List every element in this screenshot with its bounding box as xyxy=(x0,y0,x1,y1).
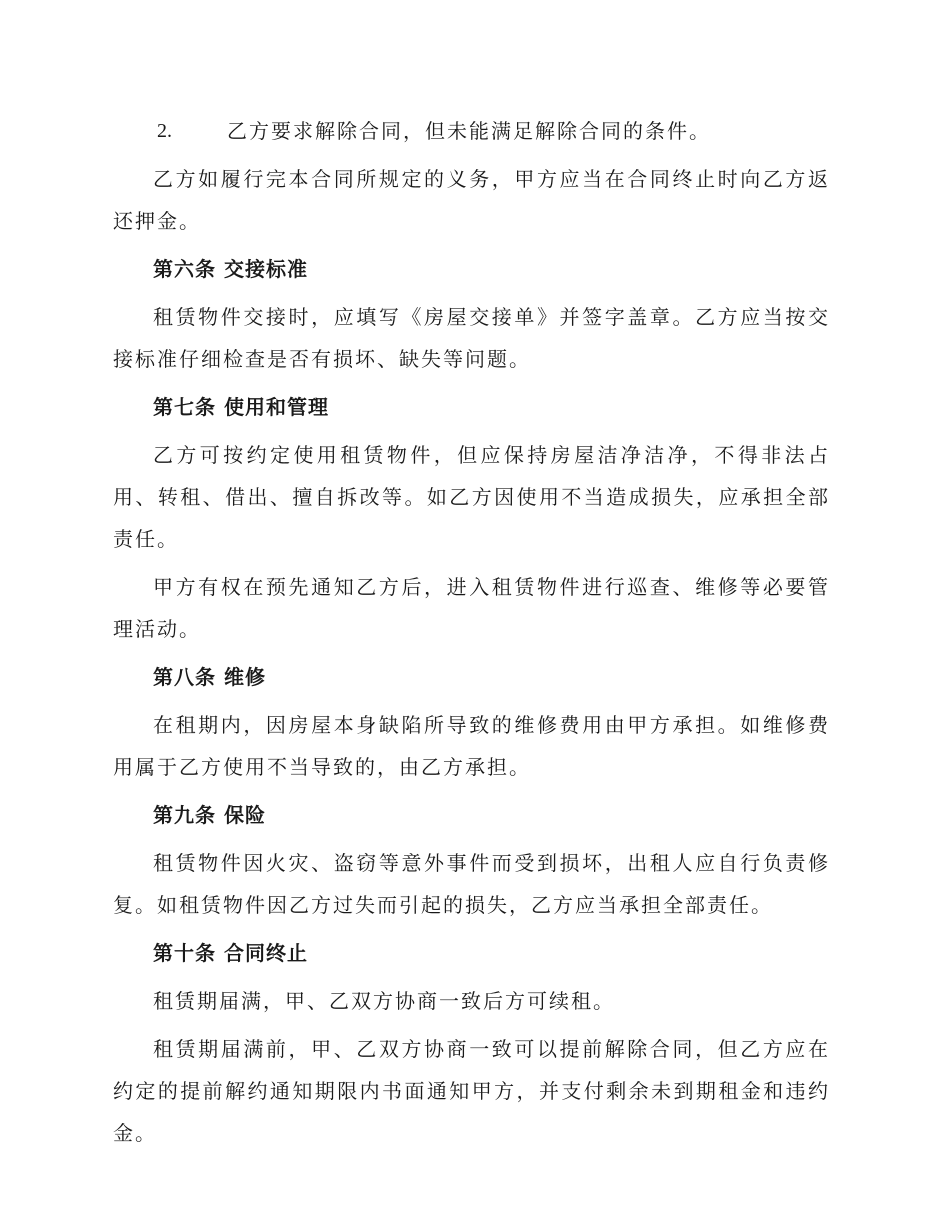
article-8-paragraph: 在租期内，因房屋本身缺陷所导致的维修费用由甲方承担。如维修费用属于乙方使用不当导致的，由乙方承担。 xyxy=(113,713,830,779)
article-9-paragraph: 租赁物件因火灾、盗窃等意外事件而受到损坏，出租人应自行负责修复。如租赁物件因乙方过失而引起的损失，乙方应当承担全部责任。 xyxy=(113,851,830,917)
article-6-paragraph: 租赁物件交接时，应填写《房屋交接单》并签字盖章。乙方应当按交接标准仔细检查是否有损坏、缺失等问题。 xyxy=(113,305,830,371)
article-10-heading: 第十条 合同终止 xyxy=(153,941,308,965)
article-7-paragraph-2: 甲方有权在预先通知乙方后，进入租赁物件进行巡查、维修等必要管理活动。 xyxy=(113,575,830,641)
document-body xyxy=(113,110,830,1160)
article-7-paragraph-1: 乙方可按约定使用租赁物件，但应保持房屋洁净洁净，不得非法占用、转租、借出、擅自拆改等。如乙方因使用不当造成损失，应承担全部责任。 xyxy=(113,443,830,551)
article-10-paragraph-1: 租赁期届满，甲、乙双方协商一致后方可续租。 xyxy=(153,989,615,1013)
article-6-heading: 第六条 交接标准 xyxy=(153,257,308,281)
list-item-2 xyxy=(113,110,830,152)
list-item-text: 乙方要求解除合同，但未能满足解除合同的条件。 xyxy=(227,119,711,143)
article-10-paragraph-2: 租赁期届满前，甲、乙双方协商一致可以提前解除合同，但乙方应在约定的提前解约通知期限内书面通知甲方，并支付剩余未到期租金和违约金。 xyxy=(113,1037,830,1145)
article-9-heading: 第九条 保险 xyxy=(153,803,266,827)
deposit-paragraph: 乙方如履行完本合同所规定的义务，甲方应当在合同终止时向乙方返还押金。 xyxy=(113,167,830,233)
article-7-heading: 第七条 使用和管理 xyxy=(153,395,329,419)
list-item-number: 2. xyxy=(157,120,172,142)
article-8-heading: 第八条 维修 xyxy=(153,665,266,689)
